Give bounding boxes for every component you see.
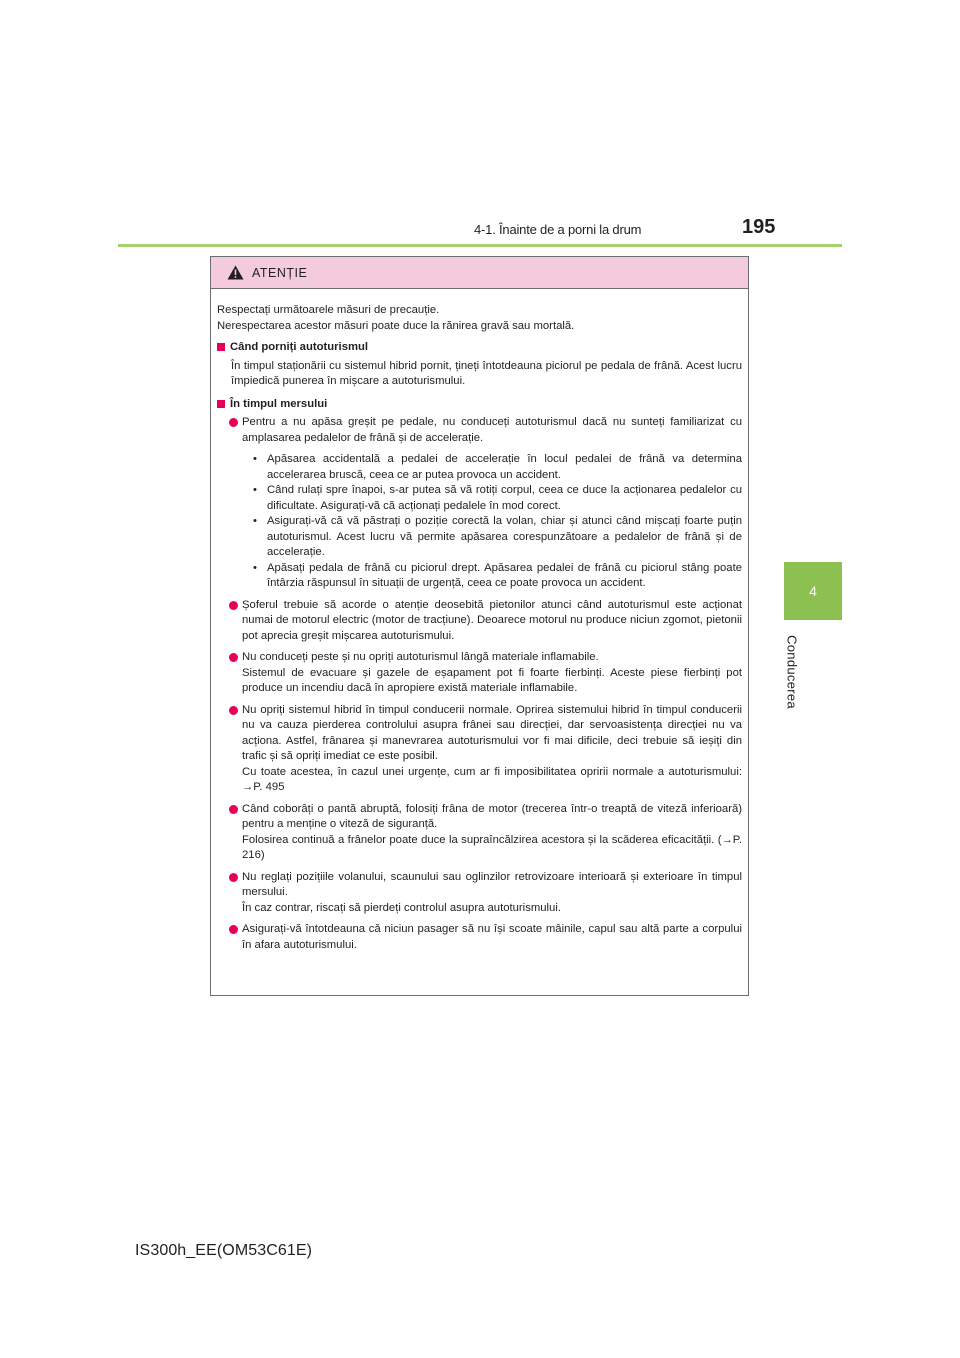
warning-body xyxy=(211,289,748,953)
chapter-name: Conducerea xyxy=(784,635,800,709)
sub-item-text: Apăsarea accidentală a pedalei de accelerație în locul pedalei de frână va determina accelerarea bruscă, ceea ce ar putea provoca un accident. xyxy=(267,453,742,481)
header-rule xyxy=(118,244,842,247)
bullet-text: Șoferul trebuie să acorde o atenție deosebită pietonilor atunci când autoturismul este acționat numai de motorul electric (motor de tracțiune). Deoarece motorul nu produce niciun zgomot, pietonii pot aprecia greșit mișcarea autoturismului. xyxy=(242,598,742,642)
bullet-item xyxy=(229,598,742,645)
chapter-tab[interactable] xyxy=(784,562,842,620)
bullet-item xyxy=(229,802,742,864)
sub-item-text: Apăsați pedala de frână cu piciorul drept. Apăsarea pedalei de frână cu piciorul stâng poate întârzia răspunsul în situații de urgență, ceea ce poate provoca un accident. xyxy=(267,561,742,589)
round-bullet-icon xyxy=(229,805,238,814)
bullet-item xyxy=(229,415,742,446)
round-bullet-icon xyxy=(229,653,238,662)
page-number: 195 xyxy=(742,216,776,238)
intro-line: Respectați următoarele măsuri de precauție. xyxy=(217,304,440,316)
bullet-item xyxy=(229,650,742,697)
sub-marker: • xyxy=(253,453,257,465)
bullet-text xyxy=(242,802,742,864)
section-title: 4-1. Înainte de a porni la drum xyxy=(474,222,642,237)
bullet-line: Nu reglați pozițiile volanului, scaunului sau oglinzilor retrovizoare interioară și exterioare în timpul mersului. xyxy=(242,870,742,898)
round-bullet-icon xyxy=(229,601,238,610)
chapter-number: 4 xyxy=(809,583,817,599)
round-bullet-icon xyxy=(229,925,238,934)
bullet-text xyxy=(242,703,742,796)
bullet-line: Nu conduceți peste și nu opriți autoturismul lângă materiale inflamabile. xyxy=(242,651,599,663)
section-heading-text: Când porniți autoturismul xyxy=(230,341,369,353)
section-heading-text: În timpul mersului xyxy=(230,397,328,410)
section-heading-starting xyxy=(217,340,742,356)
sub-item xyxy=(253,514,742,561)
section-paragraph: În timpul staționării cu sistemul hibrid pornit, țineți întotdeauna piciorul pe pedala de frână. Acest lucru împiedică punerea în mișcare a autoturismului. xyxy=(231,359,742,387)
bullet-line: Nu opriți sistemul hibrid în timpul conducerii normale. Oprirea sistemului hibrid în timpul conducerii nu va cauza pierderea controlului asupra frânei sau direcției, dar servoasistența direcției nu va acționa. Astfel, frânarea și manevrarea autoturismului vor fi mai dificile, deci trebuie să ieșiți din trafic și să opriți imediat ce este posibil. xyxy=(242,703,742,762)
bullet-line: Sistemul de evacuare și gazele de eșapament pot fi foarte fierbinți. Aceste piese fierbinți pot produce un incendiu dacă în apropiere există materiale inflamabile. xyxy=(242,666,742,694)
warning-box xyxy=(210,256,749,996)
model-code: IS300h_EE(OM53C61E) xyxy=(135,1242,313,1259)
intro-line: Nerespectarea acestor măsuri poate duce la rănirea gravă sau mortală. xyxy=(217,319,575,332)
sub-marker: • xyxy=(253,561,257,574)
sub-item xyxy=(253,483,742,514)
sub-marker: • xyxy=(253,515,257,527)
bullet-item xyxy=(229,870,742,917)
sub-list xyxy=(253,452,742,592)
sub-item xyxy=(253,561,742,592)
sub-item-text: Asigurați-vă că vă păstrați o poziție corectă la volan, chiar și atunci când mișcați foarte puțin autoturismul. Acest lucru vă permite apăsarea corespunzătoare a pedalelor de frână și de accelerație. xyxy=(267,515,742,558)
bullet-line: Folosirea continuă a frânelor poate duce la supraîncălzirea acestora și la scăderea eficacității. (→P. 216) xyxy=(242,833,742,861)
bullet-text xyxy=(242,650,742,697)
warning-triangle-icon xyxy=(227,265,244,280)
warning-header xyxy=(211,257,748,289)
warning-title: ATENȚIE xyxy=(252,265,308,280)
square-bullet-icon xyxy=(217,343,225,351)
round-bullet-icon xyxy=(229,706,238,715)
bullet-line: Când coborâți o pantă abruptă, folosiți frâna de motor (trecerea într-o treaptă de viteză inferioară) pentru a menține o viteză de siguranță. xyxy=(242,802,742,830)
bullet-line: Cu toate acestea, în cazul unei urgențe, cum ar fi imposibilitatea opririi normale a autoturismului: →P. 495 xyxy=(242,765,742,793)
chapter-name-vertical xyxy=(772,622,812,722)
warning-intro xyxy=(217,303,742,334)
round-bullet-icon xyxy=(229,873,238,882)
sub-item xyxy=(253,452,742,483)
sub-item-text: Când rulați spre înapoi, s-ar putea să vă rotiți corpul, ceea ce duce la acționarea pedalelor cu dificultate. Asigurați-vă că acționați pedalele în mod corect. xyxy=(267,484,742,512)
square-bullet-icon xyxy=(217,400,225,408)
sub-marker: • xyxy=(253,484,257,496)
round-bullet-icon xyxy=(229,418,238,427)
bullet-text xyxy=(242,870,742,917)
bullet-text: Asigurați-vă întotdeauna că niciun pasager să nu își scoate mâinile, capul sau altă parte a corpului în afara autoturismului. xyxy=(242,923,742,951)
section-heading-driving xyxy=(217,397,742,413)
bullet-item xyxy=(229,922,742,953)
bullet-line: În caz contrar, riscați să pierdeți controlul asupra autoturismului. xyxy=(242,901,561,914)
bullet-item xyxy=(229,703,742,796)
bullet-text: Pentru a nu apăsa greșit pe pedale, nu conduceți autoturismul dacă nu sunteți familiarizat cu amplasarea pedalelor de frână și de accelerație. xyxy=(242,416,742,444)
